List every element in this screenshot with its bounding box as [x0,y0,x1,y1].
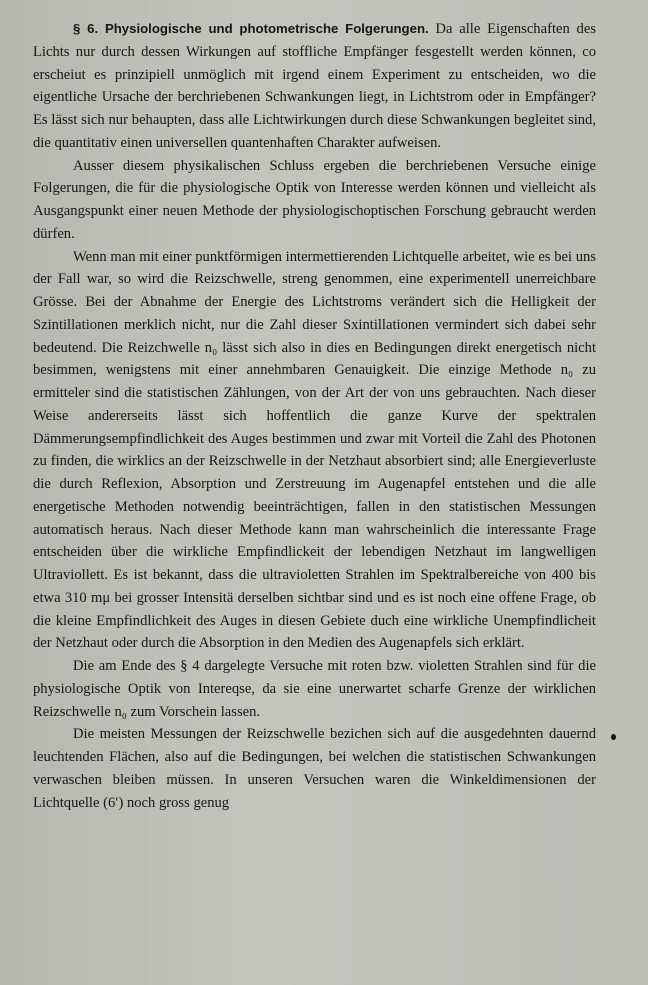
body-text [33,18,596,814]
section-number: § 6. [73,21,99,36]
paragraph-4: Die am Ende des § 4 dargelegte Versuche mit roten bzw. violetten Strahlen sind für die physiologische Optik von Intereqse, da sie eine unerwartet scharfe Grenze der wirklichen Reizschwelle n₀ zum Vorschein lassen. [33,658,596,720]
paragraph-5: Die meisten Messungen der Reizschwelle bezichen sich auf die ausgedehnten dauernd leuchtenden Flächen, also auf die Bedingungen, bei welchen die statistischen Schwankungen verwaschen bleiben müssen. In unseren Versuchen waren die Winkeldimensionen der Lichtquelle (6′) noch gross genug [33,726,596,811]
paragraph-2: Ausser diesem physikalischen Schluss ergeben die berchriebenen Versuche einige Folgerungen, die für die physiologische Optik von Interesse werden können und vielleicht als Ausgangspunkt einer neuen Methode der physiologischoptischen Forschung gebraucht werden dürfen. [33,157,596,242]
paragraph-1 [33,18,596,155]
ink-spot [611,734,616,740]
paragraph-1-text: Da alle Eigenschaften des Lichts nur durch dessen Wirkungen auf stoffliche Empfänger fesgestellt werden können, co erscheiut es prinzipiell unmöglich mit irgend einem Experiment zu entscheiden, wo die eigentliche Ursache der berchriebenen Schwankungen liegt, in Lichtstrom oder in Empfänger? Es lässt sich nur behaupten, dass alle Lichtwirkungen durch diese Schwankungen begleitet sind, die quantitativ einen universellen quantenhaften Charakter aufweisen. [33,21,597,151]
section-heading: Physiologische und photometrische Folgerungen. [104,21,429,36]
paragraph-3: Wenn man mit einer punktförmigen intermettierenden Lichtquelle arbeitet, wie es bei uns der Fall war, so wird die Reizschwelle, streng genommen, eine experimentell unerreichbare Grösse. Bei der Abnahme der Energie des Lichtstroms verändert sich die Helligkeit der Szintillationen merklich nicht, nur die Zahl dieser Sxintillationen vermindert sich dabei sehr bedeutend. Die Reizchwelle n₀ lässt sich also in dies en Bedingungen direkt energetisch nicht besimmen, wenigstens mit einer annehmbaren Genauigkeit. Die einzige Methode n₀ zu ermitteler sind die statistischen Zählungen, von der Art der von uns gebrauchten. Nach dieser Weise andererseits lässt sich hoffentlich die ganze Kurve der spektralen Dämmerungsempfindlichkeit des Auges bestimmen und zwar mit Vorteil die Zahl des Photonen zu finden, die wirklics an der Reizschwelle in der Netzhaut absorbiert sind; alle Energieverluste die durch Reflexion, Absorption und Zerstreuung im Augenapfel entstehen und die alle energetische Methoden notwendig beeinträchtigen, fallen in den statistischen Messungen automatisch heraus. Nach dieser Methode kann man wahrscheinlich die interessante Frage entscheiden über die wirkliche Empfindlickeit der lebendigen Netzhaut im langwelligen Ultraviollett. Es ist bekannt, dass die ultravioletten Strahlen im Spektralbereiche von 400 bis etwa 310 mμ bei grosser Intensitä derselben sichtbar sind und es ist noch eine offene Frage, ob die kleine Empfindlichkeit des Auges in diesen Gebiete duch eine wirkliche Unempfindlicheit der Netzhaut oder durch die Absorption in den Medien des Augenapfels sich erklärt. [33,248,596,652]
